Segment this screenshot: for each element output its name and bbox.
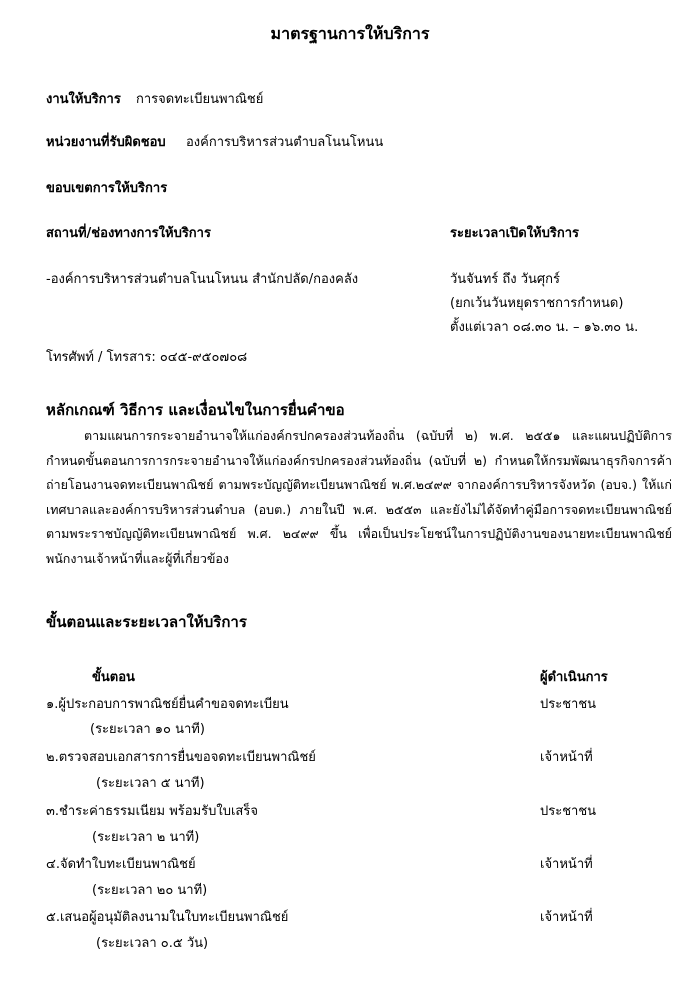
step-5-actor: เจ้าหน้าที่ — [540, 910, 593, 925]
step-3-actor: ประชาชน — [540, 804, 597, 819]
step-2: ๒.ตรวจสอบเอกสารการยื่นขอจดทะเบียนพาณิชย์ — [46, 750, 316, 765]
step-4-actor: เจ้าหน้าที่ — [540, 857, 593, 872]
criteria-heading: หลักเกณฑ์ วิธีการ และเงื่อนไขในการยื่นคำขอ — [46, 401, 345, 419]
step-1-actor: ประชาชน — [540, 697, 597, 712]
step-2-time: (ระยะเวลา ๕ นาที) — [96, 776, 205, 791]
step-3: ๓.ชำระค่าธรรมเนียม พร้อมรับใบเสร็จ — [46, 804, 258, 819]
service-value: การจดทะเบียนพาณิชย์ — [136, 92, 264, 107]
steps-heading: ขั้นตอนและระยะเวลาให้บริการ — [46, 613, 247, 631]
step-2-actor: เจ้าหน้าที่ — [540, 750, 593, 765]
location-value: -องค์การบริหารส่วนตำบลโนนโหนน สำนักปลัด/กองคลัง — [46, 272, 359, 287]
step-5-time: (ระยะเวลา ๐.๕ วัน) — [96, 936, 209, 951]
phone-fax: โทรศัพท์ / โทรสาร: ๐๔๕-๙๕๐๗๐๘ — [46, 350, 248, 365]
agency-label: หน่วยงานที่รับผิดชอบ — [46, 135, 166, 150]
hours-days: วันจันทร์ ถึง วันศุกร์ — [450, 272, 561, 287]
step-4-time: (ระยะเวลา ๒๐ นาที) — [92, 883, 208, 898]
step-4: ๔.จัดทำใบทะเบียนพาณิชย์ — [46, 857, 196, 872]
step-1-time: (ระยะเวลา ๑๐ นาที) — [90, 722, 205, 737]
agency-value: องค์การบริหารส่วนตำบลโนนโหนน — [186, 135, 384, 150]
steps-col-step: ขั้นตอน — [92, 670, 135, 685]
service-label: งานให้บริการ — [46, 92, 121, 107]
criteria-paragraph — [46, 424, 672, 571]
hours-heading: ระยะเวลาเปิดให้บริการ — [450, 226, 580, 241]
location-heading: สถานที่/ช่องทางการให้บริการ — [46, 226, 211, 241]
page-title: มาตรฐานการให้บริการ — [270, 24, 430, 43]
criteria-text: ตามแผนการกระจายอำนาจให้แก่องค์กรปกครองส่วนท้องถิ่น (ฉบับที่ ๒) พ.ศ. ๒๕๕๑ และแผนปฏิบัติการกำหนดขั้นตอนการการกระจายอำนาจให้แก่องค์กรปกครองส่วนท้องถิ่น (ฉบับที่ ๒) กำหนดให้กรมพัฒนาธุรกิจการค้าถ่ายโอนงานจดทะเบียนพาณิชย์ ตามพระบัญญัติทะเบียนพาณิชย์ พ.ศ.๒๔๙๙ จากองค์การบริหารจังหวัด (อบจ.) ให้แก่เทศบาลและองค์การบริหารส่วนตำบล (อบต.) ภายในปี พ.ศ. ๒๕๕๓ และยังไม่ได้จัดทำคู่มือการจดทะเบียนพาณิชย์ตามพระราชบัญญัติทะเบียนพาณิชย์ พ.ศ. ๒๔๙๙ ขึ้น เพื่อเป็นประโยชน์ในการปฏิบัติงานของนายทะเบียนพาณิชย์พนักงานเจ้าหน้าที่และผู้ที่เกี่ยวข้อง — [46, 428, 672, 566]
steps-col-actor: ผู้ดำเนินการ — [540, 670, 608, 685]
step-3-time: (ระยะเวลา ๒ นาที) — [92, 830, 200, 845]
step-1: ๑.ผู้ประกอบการพาณิชย์ยื่นคำขอจดทะเบียน — [46, 697, 289, 712]
step-5: ๕.เสนอผู้อนุมัติลงนามในใบทะเบียนพาณิชย์ — [46, 910, 289, 925]
scope-heading: ขอบเขตการให้บริการ — [46, 181, 168, 196]
hours-except: (ยกเว้นวันหยุดราชการกำหนด) — [450, 296, 624, 311]
hours-time: ตั้งแต่เวลา ๐๘.๓๐ น. – ๑๖.๓๐ น. — [450, 320, 639, 335]
